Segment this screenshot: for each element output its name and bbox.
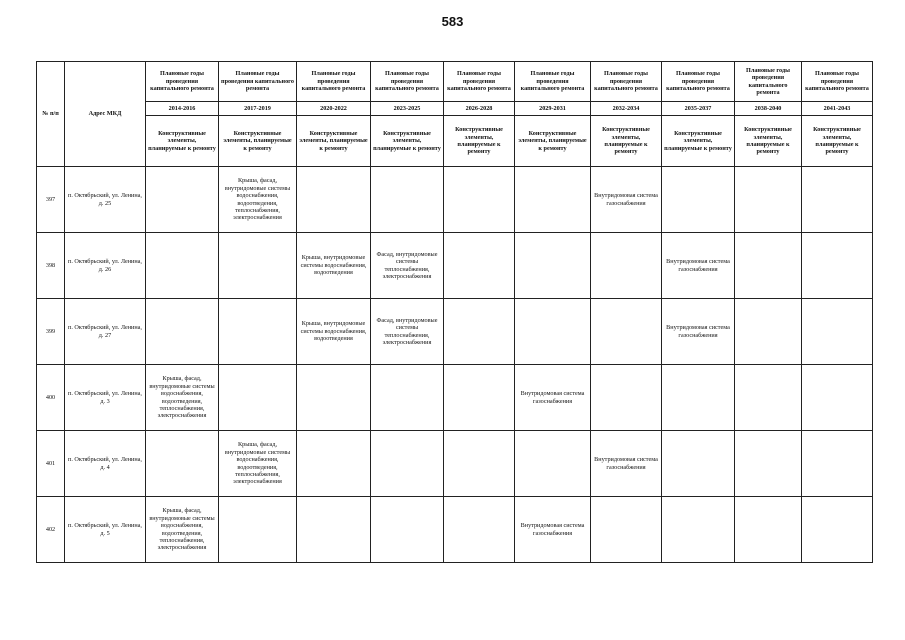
repair-cell: Внутридомовая система газоснабжения	[662, 299, 735, 365]
header-period-elements: Конструктивные элементы, планируемые к ремонту	[735, 116, 802, 167]
repair-cell	[735, 233, 802, 299]
repair-cell	[219, 299, 297, 365]
repair-cell: Внутридомовая система газоснабжения	[591, 167, 662, 233]
header-row-titles	[37, 62, 873, 102]
table-row	[37, 431, 873, 497]
repair-cell	[802, 365, 873, 431]
repair-cell	[297, 497, 371, 563]
table-row	[37, 365, 873, 431]
repair-cell	[219, 365, 297, 431]
header-period-title: Плановые годы проведения капитального ремонта	[297, 62, 371, 102]
header-address: Адрес МКД	[65, 62, 146, 167]
header-period-years: 2038-2040	[735, 102, 802, 116]
row-number: 397	[37, 167, 65, 233]
repair-cell	[515, 167, 591, 233]
header-period-elements: Конструктивные элементы, планируемые к ремонту	[662, 116, 735, 167]
repair-cell	[146, 167, 219, 233]
header-period-elements: Конструктивные элементы, планируемые к ремонту	[297, 116, 371, 167]
repair-cell	[591, 497, 662, 563]
repair-cell: Фасад, внутридомовые системы теплоснабжения, электроснабжения	[371, 233, 444, 299]
table-row	[37, 167, 873, 233]
repair-cell	[735, 431, 802, 497]
header-period-elements: Конструктивные элементы, планируемые к ремонту	[146, 116, 219, 167]
repair-cell	[662, 365, 735, 431]
repair-cell	[146, 431, 219, 497]
repair-cell: Крыша, фасад, внутридомовые системы водоснабжения, водоотведения, теплоснабжения, электроснабжения	[219, 167, 297, 233]
repair-cell	[371, 431, 444, 497]
repair-cell	[146, 299, 219, 365]
repair-cell	[146, 233, 219, 299]
header-row-years	[37, 102, 873, 116]
row-number: 398	[37, 233, 65, 299]
header-period-title: Плановые годы проведения капитального ремонта	[735, 62, 802, 102]
repair-cell	[735, 299, 802, 365]
header-period-years: 2020-2022	[297, 102, 371, 116]
repair-cell	[444, 167, 515, 233]
page-number: 583	[441, 14, 464, 29]
repair-cell: Фасад, внутридомовые системы теплоснабжения, электроснабжения	[371, 299, 444, 365]
repair-cell	[802, 431, 873, 497]
header-period-title: Плановые годы проведения капитального ремонта	[662, 62, 735, 102]
table-row	[37, 497, 873, 563]
repair-cell	[297, 365, 371, 431]
header-period-elements: Конструктивные элементы, планируемые к ремонту	[371, 116, 444, 167]
header-period-elements: Конструктивные элементы, планируемые к ремонту	[219, 116, 297, 167]
row-address: п. Октябрьский, ул. Ленина, д. 27	[65, 299, 146, 365]
header-period-years: 2014-2016	[146, 102, 219, 116]
repair-cell	[515, 431, 591, 497]
repair-cell	[515, 233, 591, 299]
repair-cell	[219, 497, 297, 563]
repair-cell	[591, 233, 662, 299]
header-period-title: Плановые годы проведения капитального ремонта	[371, 62, 444, 102]
repair-cell	[444, 233, 515, 299]
row-address: п. Октябрьский, ул. Ленина, д. 4	[65, 431, 146, 497]
header-period-elements: Конструктивные элементы, планируемые к ремонту	[444, 116, 515, 167]
repair-cell	[591, 299, 662, 365]
row-address: п. Октябрьский, ул. Ленина, д. 5	[65, 497, 146, 563]
header-period-title: Плановые годы проведения капитального ремонта	[802, 62, 873, 102]
repair-cell	[515, 299, 591, 365]
repair-cell	[444, 431, 515, 497]
header-period-years: 2032-2034	[591, 102, 662, 116]
header-num: № п/п	[37, 62, 65, 167]
repair-cell	[802, 299, 873, 365]
repair-schedule-table	[36, 61, 873, 563]
repair-cell	[444, 299, 515, 365]
repair-cell	[297, 431, 371, 497]
repair-cell	[591, 365, 662, 431]
row-address: п. Октябрьский, ул. Ленина, д. 25	[65, 167, 146, 233]
repair-cell: Крыша, внутридомовые системы водоснабжения, водоотведения	[297, 233, 371, 299]
repair-cell: Внутридомовая система газоснабжения	[515, 365, 591, 431]
repair-cell: Крыша, внутридомовые системы водоснабжения, водоотведения	[297, 299, 371, 365]
header-period-elements: Конструктивные элементы, планируемые к ремонту	[591, 116, 662, 167]
header-period-years: 2023-2025	[371, 102, 444, 116]
repair-cell: Внутридомовая система газоснабжения	[591, 431, 662, 497]
header-period-years: 2041-2043	[802, 102, 873, 116]
row-number: 400	[37, 365, 65, 431]
repair-cell	[662, 497, 735, 563]
repair-cell	[802, 167, 873, 233]
header-period-title: Плановые годы проведения капитального ремонта	[444, 62, 515, 102]
repair-cell	[371, 497, 444, 563]
repair-cell: Крыша, фасад, внутридомовые системы водоснабжения, водоотведения, теплоснабжения, электроснабжения	[146, 365, 219, 431]
repair-cell	[735, 497, 802, 563]
repair-cell	[662, 167, 735, 233]
repair-cell	[662, 431, 735, 497]
repair-cell	[444, 497, 515, 563]
table-row	[37, 233, 873, 299]
repair-cell	[802, 233, 873, 299]
header-period-title: Плановые годы проведения капитального ремонта	[591, 62, 662, 102]
repair-cell	[219, 233, 297, 299]
header-period-years: 2029-2031	[515, 102, 591, 116]
repair-cell	[371, 365, 444, 431]
row-address: п. Октябрьский, ул. Ленина, д. 26	[65, 233, 146, 299]
header-period-elements: Конструктивные элементы, планируемые к ремонту	[802, 116, 873, 167]
repair-cell	[444, 365, 515, 431]
header-period-title: Плановые годы проведения капитального ремонта	[146, 62, 219, 102]
header-period-elements: Конструктивные элементы, планируемые к ремонту	[515, 116, 591, 167]
header-period-title: Плановые годы проведения капитального ремонта	[515, 62, 591, 102]
header-period-title: Плановые годы проведения капитального ремонта	[219, 62, 297, 102]
header-period-years: 2035-2037	[662, 102, 735, 116]
repair-cell	[735, 167, 802, 233]
row-number: 401	[37, 431, 65, 497]
repair-cell	[735, 365, 802, 431]
row-address: п. Октябрьский, ул. Ленина, д. 3	[65, 365, 146, 431]
table-row	[37, 299, 873, 365]
header-period-years: 2026-2028	[444, 102, 515, 116]
header-period-years: 2017-2019	[219, 102, 297, 116]
row-number: 402	[37, 497, 65, 563]
repair-cell	[297, 167, 371, 233]
repair-cell: Внутридомовая система газоснабжения	[515, 497, 591, 563]
repair-cell	[802, 497, 873, 563]
row-number: 399	[37, 299, 65, 365]
repair-cell: Крыша, фасад, внутридомовые системы водоснабжения, водоотведения, теплоснабжения, электроснабжения	[146, 497, 219, 563]
repair-cell	[371, 167, 444, 233]
repair-cell: Внутридомовая система газоснабжения	[662, 233, 735, 299]
header-row-elements	[37, 116, 873, 167]
repair-cell: Крыша, фасад, внутридомовые системы водоснабжения, водоотведения, теплоснабжения, электроснабжения	[219, 431, 297, 497]
